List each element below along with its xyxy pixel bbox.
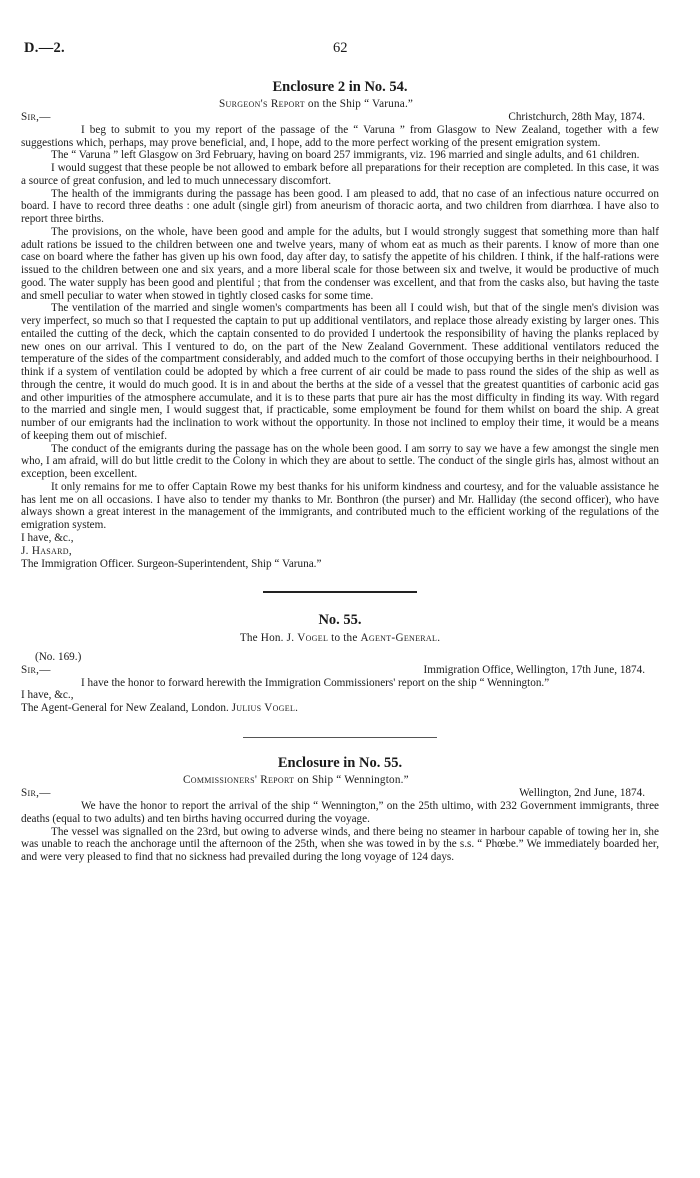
paragraph: The health of the immigrants during the passage has been good. I am pleased to add, that no case of an infectious nature occurred on board. I have to record three deaths : one adult (single girl) from aneurism of thoracic aorta, and two children from diarrhœa. I have also to report three births. <box>21 187 659 225</box>
reference-row <box>21 651 659 664</box>
enclosure-55-section <box>21 754 659 864</box>
enclosure-2-section <box>21 78 659 571</box>
report-title: Commissioners' Report <box>183 774 295 787</box>
signature-title: Surgeon-Superintendent, Ship “ Varuna.” <box>136 557 322 570</box>
paragraph: The conduct of the emigrants during the passage has on the whole been good. I am sorry to say we have a few amongst the single men who, I am afraid, will do but little credit to the Colony in which they are about to settle. The conduct of the single girls has, almost without an exception, been excellent. <box>21 442 659 480</box>
no-55-subheading <box>21 632 659 645</box>
paragraph: The vessel was signalled on the 23rd, but owing to adverse winds, and there being no steamer in harbour capable of towing her in, she was unable to reach the anchorage until the afternoon of the 25th, when she was towed in by the s.s. “ Phœbe.” We immediately boarded her, and were very pleased to find that no sickness had prevailed during the long voyage of 124 days. <box>21 825 659 863</box>
paragraph: I have the honor to forward herewith the Immigration Commissioners' report on the ship “ Wennington.” <box>81 676 550 689</box>
signature-name: J. Hasard, <box>21 544 72 557</box>
paragraph: The provisions, on the whole, have been good and ample for the adults, but I would strongly suggest that something more than half adult rations be issued to the children between one and twelve years, many of whom eat as much as their parents. I know of more than one case on board where the father has given up his own food, day after day, to satisfy the appetite of his children. I think, if the half-rations were issued to the children between one and six years, and a more liberal scale for those between six and twelve, it would be productive of much good. The water supply has been good and plentiful ; that from the condenser was excellent, and that from the casks also, but having the taste and smell peculiar to water when stowed in tightly closed casks for some time. <box>21 225 659 302</box>
place-date: Immigration Office, Wellington, 17th June, 1874. <box>423 663 645 676</box>
closing: I have, &c., <box>21 689 74 702</box>
subheading-text: The Hon. J. <box>239 631 298 644</box>
salutation: Sir,— <box>21 787 51 799</box>
enclosure-2-subheading <box>219 98 659 111</box>
closing-row <box>21 532 659 545</box>
enclosure-2-heading: Enclosure 2 in No. 54. <box>272 79 408 95</box>
closing-row <box>21 689 659 702</box>
recipient-title: Agent-General <box>360 631 438 644</box>
report-ship: on the Ship “ Varuna.” <box>304 98 414 110</box>
salutation-row <box>21 664 659 677</box>
paragraph: The ventilation of the married and single women's compartments has been all I could wish, but that of the single men's division was very imperfect, so much so that I requested the captain to put up additional ventilators, and replace those already existing by larger ones. This entailed the cutting of the deck, which the captain consented to do provided I undertook the responsibility of having the planks replaced by new ones on our arrival. This I ventured to do, on the part of the New Zealand Government. These additional ventilators reduced the temperature of the sides of the compartment considerably, and added much to the comfort of those occupying berths in their neighbourhood. I think if a system of ventilation could be adopted by which a free current of air could be made to pass round the sides of the ship as well as through the centre, it would do much good. It is in and about the berths at the side of a vessel that the greatest quantities of carbonic acid gas and other impurities of the atmosphere accumulate, and it is to these parts that pure air has the most difficulty in finding its way. With regard to the married and single men, I would suggest that, if practicable, some employment be found for them whilst on board the ship. A great number of our emigrants had the inclination to work without the opportunity. In those not inclined to employ their time, it would be a means of keeping them out of mischief. <box>21 302 659 442</box>
reference-number: (No. 169.) <box>35 650 82 663</box>
closing: I have, &c., <box>21 531 74 544</box>
signature-row <box>21 702 659 715</box>
salutation: Sir,— <box>21 110 51 123</box>
salutation-row <box>21 787 659 800</box>
addressee: The Agent-General for New Zealand, London. <box>21 702 229 715</box>
signature-name: Julius Vogel. <box>231 702 299 715</box>
paragraph: The “ Varuna ” left Glasgow on 3rd February, having on board 257 immigrants, viz. 196 married and single adults, and 61 children. <box>51 149 640 162</box>
section-divider <box>263 591 417 593</box>
subheading-text: to the <box>328 631 361 644</box>
signature-name-row <box>21 545 659 558</box>
report-ship: on Ship “ Wennington.” <box>294 774 409 787</box>
page-number: 62 <box>333 40 348 56</box>
paragraph: I would suggest that these people be not allowed to embark before all preparations for their reception are completed. In this case, it was a source of great confusion, and led to much unnecessary discomfort. <box>21 162 659 187</box>
place-date: Wellington, 2nd June, 1874. <box>519 787 645 799</box>
document-body <box>21 78 659 864</box>
sender-name: Vogel <box>297 631 329 644</box>
page-reference: D.—2. <box>24 40 65 56</box>
enclosure-55-heading: Enclosure in No. 55. <box>277 755 403 772</box>
no-55-section <box>21 611 659 716</box>
signature-row <box>21 558 659 571</box>
addressee: The Immigration Officer. <box>21 557 135 570</box>
place-date: Christchurch, 28th May, 1874. <box>508 110 645 123</box>
paragraph: It only remains for me to offer Captain Rowe my best thanks for his uniform kindness and courtesy, and for the valuable assistance he has lent me on all occasions. I have also to tender my thanks to Mr. Bonthron (the purser) and Mr. Halliday (the second officer), who have always shown a great interest in the management of the immigrants, and contributed much to the efficient working of the regulations of the emigration system. <box>21 480 659 531</box>
salutation: Sir,— <box>21 663 51 676</box>
report-title: Surgeon's Report <box>219 98 305 110</box>
paragraph: We have the honor to report the arrival of the ship “ Wennington,” on the 25th ultimo, with 232 Government immigrants, three deaths (equal to two adults) and ten births having occurred during the voyage. <box>21 800 659 825</box>
enclosure-55-subheading <box>183 774 659 787</box>
section-divider <box>243 737 437 738</box>
subheading-text: . <box>437 631 441 644</box>
no-55-heading: No. 55. <box>318 611 362 628</box>
paragraph: I beg to submit to you my report of the passage of the “ Varuna ” from Glasgow to New Zealand, together with a few suggestions which, perhaps, may prove beneficial, and, I hope, add to the more perfect working of the present emigration system. <box>21 123 659 149</box>
salutation-row <box>21 111 659 124</box>
